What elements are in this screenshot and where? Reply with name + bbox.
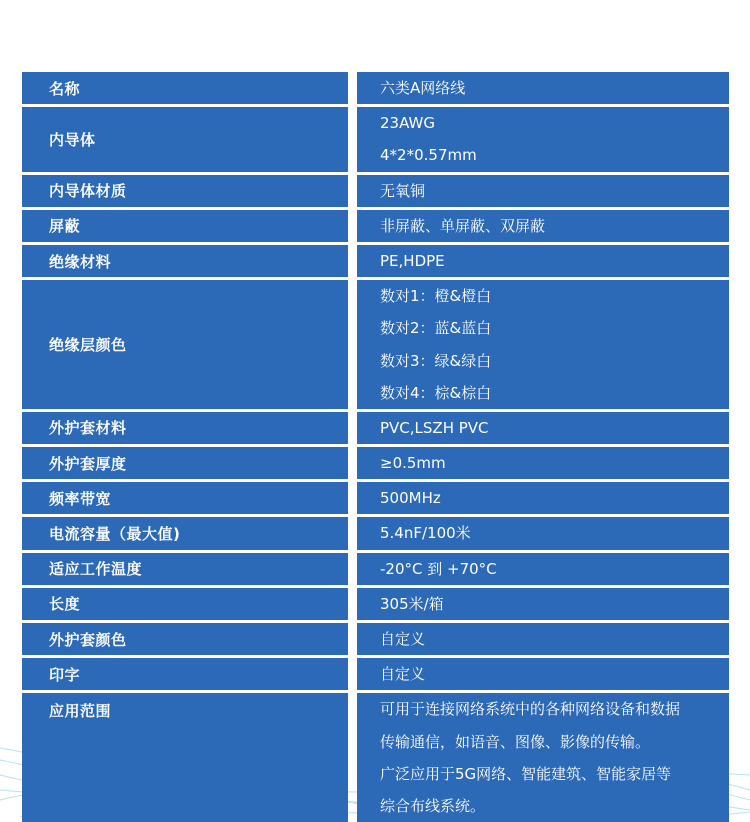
spec-value xyxy=(357,658,729,690)
spec-label: 屏蔽 xyxy=(22,210,348,242)
spec-value-line: 广泛应用于5G网络、智能建筑、智能家居等 xyxy=(380,764,672,783)
spec-value xyxy=(357,517,729,549)
spec-label: 内导体 xyxy=(22,107,348,171)
spec-value xyxy=(357,210,729,242)
spec-value xyxy=(357,693,729,822)
spec-value-line: 六类A网络线 xyxy=(380,79,466,97)
spec-value-line: ≥0.5mm xyxy=(380,454,446,473)
spec-value-line: 4*2*0.57mm xyxy=(380,146,477,165)
spec-label: 长度 xyxy=(22,588,348,620)
spec-label: 应用范围 xyxy=(22,693,348,822)
spec-row xyxy=(22,210,729,242)
spec-value-line: 数对4：棕&棕白 xyxy=(380,383,492,402)
spec-row xyxy=(22,588,729,620)
spec-row xyxy=(22,175,729,207)
spec-value-line: 无氧铜 xyxy=(380,181,426,200)
spec-row xyxy=(22,623,729,655)
spec-value-line: 305米/箱 xyxy=(380,594,444,613)
spec-row xyxy=(22,517,729,549)
spec-value-line: 自定义 xyxy=(380,665,426,684)
spec-value-line: 数对2：蓝&蓝白 xyxy=(380,319,492,338)
spec-row xyxy=(22,280,729,409)
spec-label: 电流容量（最大值) xyxy=(22,517,348,549)
spec-value-line: 数对3：绿&绿白 xyxy=(380,351,492,370)
spec-value xyxy=(357,553,729,585)
spec-row xyxy=(22,553,729,585)
spec-row xyxy=(22,412,729,444)
spec-value xyxy=(357,107,729,171)
spec-row xyxy=(22,693,729,822)
spec-value xyxy=(357,623,729,655)
spec-value-line: -20°C 到 +70°C xyxy=(380,559,497,578)
spec-label: 外护套颜色 xyxy=(22,623,348,655)
spec-row xyxy=(22,447,729,479)
spec-value xyxy=(357,175,729,207)
spec-value-line: 数对1：橙&橙白 xyxy=(380,287,492,306)
spec-label: 内导体材质 xyxy=(22,175,348,207)
spec-row xyxy=(22,658,729,690)
spec-value-line: PE,HDPE xyxy=(380,251,445,270)
spec-value-line: 23AWG xyxy=(380,114,435,133)
spec-value-line: PVC,LSZH PVC xyxy=(380,418,489,437)
spec-value-line: 5.4nF/100米 xyxy=(380,524,471,543)
spec-label: 适应工作温度 xyxy=(22,553,348,585)
spec-label: 绝缘材料 xyxy=(22,245,348,277)
spec-value xyxy=(357,447,729,479)
spec-row xyxy=(22,245,729,277)
spec-value xyxy=(357,245,729,277)
spec-table xyxy=(22,72,729,822)
spec-value-line: 综合布线系统。 xyxy=(380,796,486,815)
spec-label: 外护套材料 xyxy=(22,412,348,444)
spec-value xyxy=(357,280,729,409)
spec-value xyxy=(357,588,729,620)
spec-value-line: 非屏蔽、单屏蔽、双屏蔽 xyxy=(380,216,546,235)
spec-row xyxy=(22,482,729,514)
spec-value-line: 传输通信，如语音、图像、影像的传输。 xyxy=(380,732,651,751)
spec-value xyxy=(357,482,729,514)
spec-row xyxy=(22,107,729,171)
spec-label: 外护套厚度 xyxy=(22,447,348,479)
spec-value xyxy=(357,412,729,444)
spec-label: 频率带宽 xyxy=(22,482,348,514)
spec-label: 绝缘层颜色 xyxy=(22,280,348,409)
spec-row xyxy=(22,72,729,104)
spec-value-line: 自定义 xyxy=(380,630,426,648)
spec-value-line: 可用于连接网络系统中的各种网络设备和数据 xyxy=(380,700,681,719)
spec-value-line: 500MHz xyxy=(380,489,441,508)
spec-label: 印字 xyxy=(22,658,348,690)
spec-value xyxy=(357,72,729,104)
spec-label: 名称 xyxy=(22,72,348,104)
